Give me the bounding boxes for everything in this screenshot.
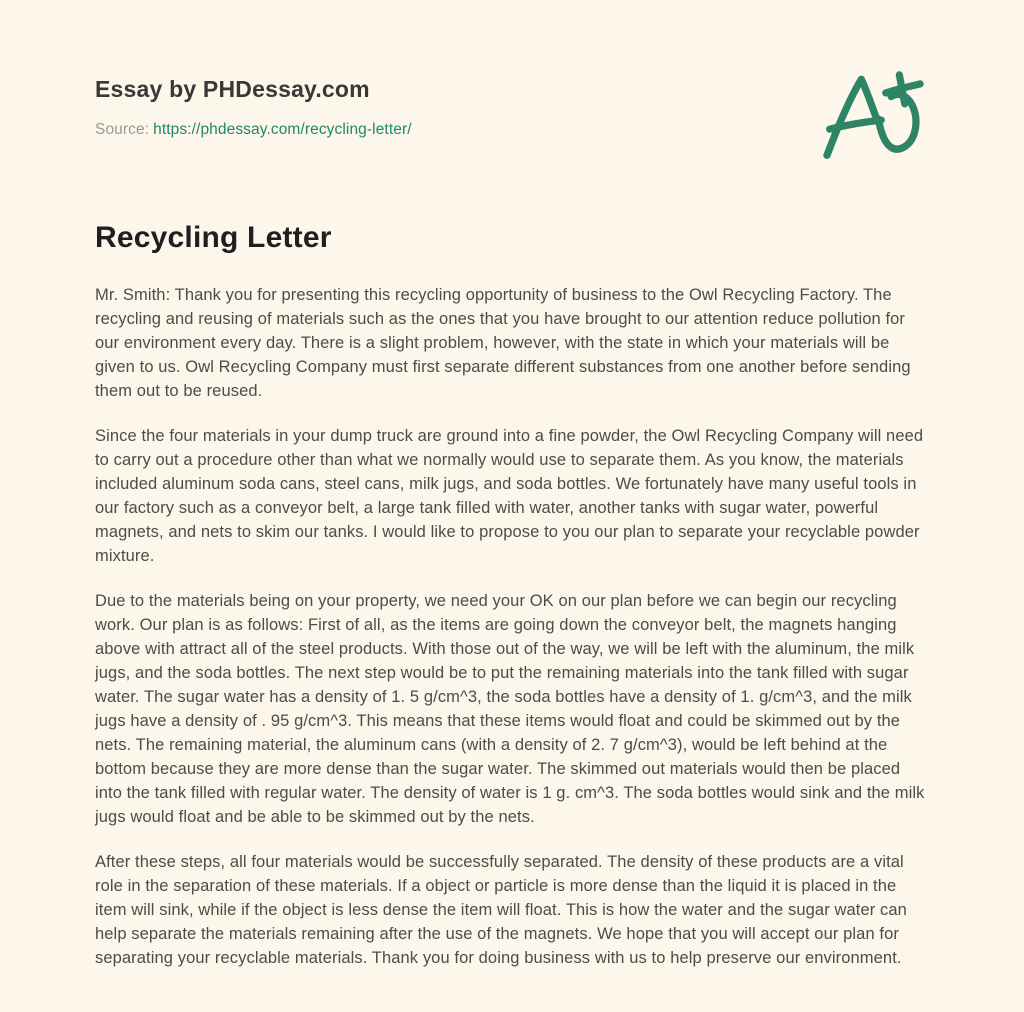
- essay-paragraph-2: Since the four materials in your dump truck are ground into a fine powder, the Owl Recycling Company will need to carry out a procedure other than what we normally would use to separate them. As you know, the materials included aluminum soda cans, steel cans, milk jugs, and soda bottles. We fortunately have many useful tools in our factory such as a conveyor belt, a large tank filled with water, another tanks with sugar water, powerful magnets, and nets to skim our tanks. I would like to propose to you our plan to separate your recyclable powder mixture.: [95, 427, 924, 565]
- essay-title: Recycling Letter: [95, 221, 332, 254]
- essay-paragraph-1: Mr. Smith: Thank you for presenting this recycling opportunity of business to the Owl Recycling Factory. The recycling and reusing of materials such as the ones that you have brought to our attention reduce pollution for our environment every day. There is a slight problem, however, with the state in which your materials will be given to us. Owl Recycling Company must first separate different substances from one another before sending them out to be reused.: [95, 286, 911, 400]
- page-header: [95, 76, 929, 139]
- a-plus-logo-icon: [815, 64, 933, 168]
- essay-body: [95, 283, 929, 970]
- source-link[interactable]: https://phdessay.com/recycling-letter/: [153, 121, 412, 138]
- source-label: Source:: [95, 121, 150, 138]
- source-row: [95, 121, 929, 139]
- site-header-title: Essay by PHDessay.com: [95, 76, 370, 102]
- essay-paragraph-4: After these steps, all four materials would be successfully separated. The density of these products are a vital role in the separation of these materials. If a object or particle is more dense than the liquid it is placed in the item will sink, while if the object is less dense the item will float. This is how the water and the sugar water can help separate the materials remaining after the use of the magnets. We hope that you will accept our plan for separating your recyclable materials. Thank you for doing business with us to help preserve our environment.: [95, 853, 907, 967]
- page-container: [95, 0, 929, 970]
- essay-paragraph-3: Due to the materials being on your property, we need your OK on our plan before we can begin our recycling work. Our plan is as follows: First of all, as the items are going down the conveyor belt, the magnets hanging above with attract all of the steel products. With those out of the way, we will be left with the aluminum, the milk jugs, and the soda bottles. The next step would be to put the remaining materials into the tank filled with sugar water. The sugar water has a density of 1. 5 g/cm^3, the soda bottles have a density of 1. g/cm^3, and the milk jugs have a density of . 95 g/cm^3. This means that these items would float and could be skimmed out by the nets. The remaining material, the aluminum cans (with a density of 2. 7 g/cm^3), would be left behind at the bottom because they are more dense than the sugar water. The skimmed out materials would then be placed into the tank filled with regular water. The density of water is 1 g. cm^3. The soda bottles would sink and the milk jugs would float and be able to be skimmed out by the nets.: [95, 592, 925, 826]
